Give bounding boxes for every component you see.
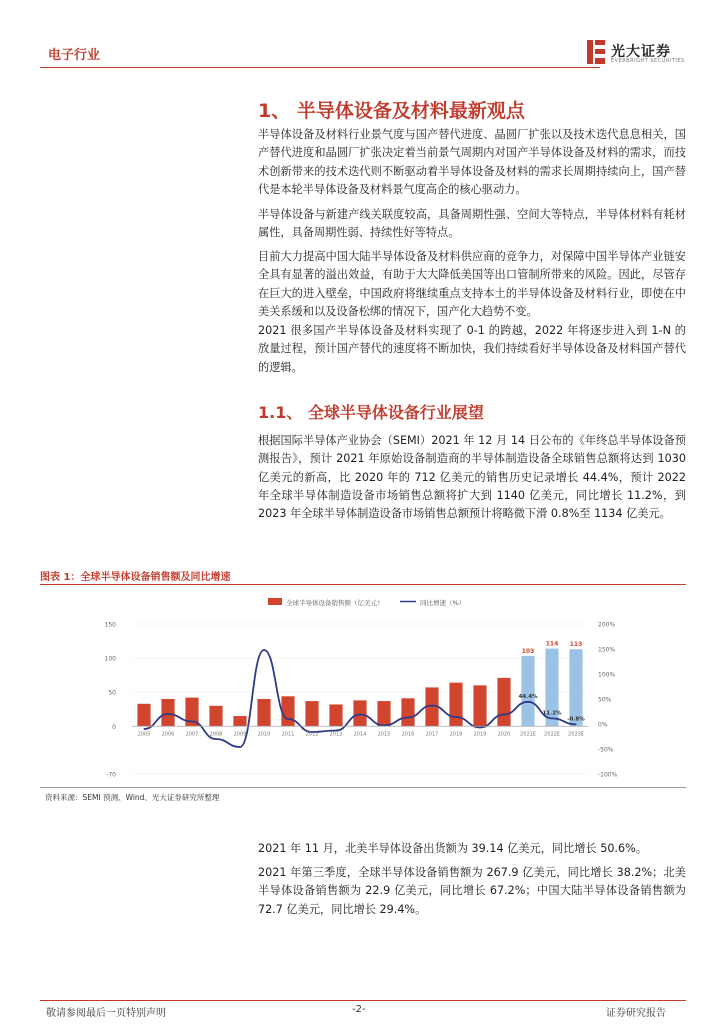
x-tick: 2013 bbox=[329, 731, 343, 738]
paragraph-after-1: 2021 年 11 月，北美半导体设备出货额为 39.14 亿美元，同比增长 50.6%。 bbox=[258, 842, 647, 855]
x-tick: 2014 bbox=[353, 731, 367, 738]
legend-line-label: 同比增速（%） bbox=[420, 599, 466, 607]
paragraph-4: 2021 很多国产半导体设备及材料实现了 0-1 的跨越，2022 年将逐步进入到 1-N 的放量过程，预计国产替代的速度将不断加快，我们持续看好半导体设备及材料国产替代的逻辑。 bbox=[258, 324, 686, 374]
legend-bar-label: 全球半导体设备销售额（亿美元） bbox=[286, 599, 384, 607]
x-tick: 2009 bbox=[233, 731, 247, 738]
sales-chart bbox=[40, 588, 686, 786]
line-point bbox=[455, 716, 456, 717]
y-right-tick: -50% bbox=[598, 746, 614, 754]
y-right-tick: 150% bbox=[598, 646, 616, 654]
figure-bottom-rule bbox=[40, 787, 686, 788]
x-tick: 2018 bbox=[449, 731, 463, 738]
y-right-tick: -100% bbox=[598, 771, 618, 779]
bar-2011 bbox=[281, 696, 294, 726]
y-right-tick: 200% bbox=[598, 621, 616, 629]
header-divider bbox=[40, 67, 600, 68]
y-right-tick: 100% bbox=[598, 671, 616, 679]
figure-source: 资料来源：SEMI 预测、Wind、光大证券研究所整理 bbox=[45, 793, 220, 802]
line-label: 44.4% bbox=[518, 693, 538, 700]
y-left-tick: 100 bbox=[104, 655, 116, 663]
x-tick: 2012 bbox=[305, 731, 319, 738]
line-point bbox=[287, 718, 288, 719]
company-logo bbox=[585, 36, 724, 70]
y-right-tick: 50% bbox=[598, 696, 612, 704]
bar-2015 bbox=[377, 701, 390, 726]
line-point bbox=[527, 701, 528, 702]
bar-2014 bbox=[353, 700, 366, 726]
bar-label: 103 bbox=[521, 648, 535, 656]
figure-top-rule bbox=[40, 584, 686, 585]
figure-caption: 图表 1：全球半导体设备销售额及同比增速 bbox=[40, 572, 231, 583]
x-tick: 2020 bbox=[497, 731, 511, 738]
bar-2020 bbox=[497, 678, 510, 726]
y-left-tick: -70 bbox=[106, 771, 116, 779]
line-point bbox=[431, 705, 432, 706]
chart-legend bbox=[268, 598, 465, 607]
subsection-paragraph: 根据国际半导体产业协会（SEMI）2021 年 12 月 14 日公布的《年终总半导体设备预测报告》，预计 2021 年原始设备制造商的半导体制造设备全球销售总额将达到 1030 亿美元的新高，比 2020 年的 712 亿美元的销售历史记录增长 44.4%，预计 2022 年全球半导体制造设备市场销售总额将扩大到 1140 亿美元，同比增长 11.2%，到 2023 年全球半导体制造设备市场销售总额预计将略微下滑 0.8%至 1134 亿美元。 bbox=[258, 434, 686, 521]
y-left-tick: 0 bbox=[112, 723, 116, 731]
bar-label: 113 bbox=[569, 641, 583, 649]
bar-2016 bbox=[401, 698, 414, 726]
line-point bbox=[215, 738, 216, 739]
section-title: 1、 半导体设备及材料最新观点 bbox=[258, 100, 525, 122]
footer-divider bbox=[40, 1000, 686, 1001]
line-point bbox=[575, 724, 576, 725]
line-point bbox=[143, 728, 144, 729]
x-tick: 2015 bbox=[377, 731, 391, 738]
line-point bbox=[383, 725, 384, 726]
x-tick: 2007 bbox=[185, 731, 199, 738]
paragraph-2: 半导体设备与新建产线关联度较高，具备周期性强、空间大等特点，半导体材料有耗材属性，具备周期性弱、持续性好等特点。 bbox=[258, 208, 686, 240]
paragraph-after-2: 2021 年第三季度，全球半导体设备销售额为 267.9 亿美元，同比增长 38.2%；北美半导体设备销售额为 22.9 亿美元，同比增长 67.2%；中国大陆半导体设备销售额为 72.7 亿美元，同比增长 29.4%。 bbox=[258, 866, 686, 916]
x-tick: 2010 bbox=[257, 731, 271, 738]
bar-2009 bbox=[233, 716, 246, 726]
line-point bbox=[551, 718, 552, 719]
line-point bbox=[263, 649, 264, 650]
page-number: -2- bbox=[352, 1004, 366, 1015]
bar-label: 114 bbox=[545, 640, 559, 648]
logo-mark-icon bbox=[585, 38, 607, 66]
page-header bbox=[40, 36, 686, 76]
footer-report-type: 证券研究报告 bbox=[606, 1008, 666, 1019]
bar-2021E bbox=[521, 656, 534, 726]
bar-2023E bbox=[569, 649, 582, 726]
line-label: 11.2% bbox=[542, 710, 562, 717]
bar-2018 bbox=[449, 683, 462, 727]
line-point bbox=[407, 717, 408, 718]
line-label: -0.8% bbox=[567, 716, 585, 723]
x-tick: 2017 bbox=[425, 731, 439, 738]
bar-2005 bbox=[137, 704, 150, 727]
line-point bbox=[239, 746, 240, 747]
bar-2006 bbox=[161, 699, 174, 726]
x-tick: 2022E bbox=[544, 731, 560, 738]
x-tick: 2021E bbox=[520, 731, 536, 738]
industry-label: 电子行业 bbox=[48, 48, 101, 63]
bar-2019 bbox=[473, 685, 486, 726]
footer-disclaimer: 敬请参阅最后一页特别声明 bbox=[46, 1008, 166, 1019]
bar-2008 bbox=[209, 706, 222, 726]
legend-bar-swatch bbox=[268, 598, 282, 605]
x-tick: 2023E bbox=[568, 731, 584, 738]
subsection-title: 1.1、 全球半导体设备行业展望 bbox=[258, 403, 484, 422]
x-tick: 2008 bbox=[209, 731, 223, 738]
bar-2012 bbox=[305, 701, 318, 726]
x-tick: 2006 bbox=[161, 731, 175, 738]
line-point bbox=[503, 714, 504, 715]
y-right-tick: 0% bbox=[598, 721, 608, 729]
bar-2013 bbox=[329, 704, 342, 726]
x-tick: 2016 bbox=[401, 731, 415, 738]
bar-2010 bbox=[257, 699, 270, 726]
line-point bbox=[479, 727, 480, 728]
logo-sub: EVERBRIGHT SECURITIES bbox=[611, 58, 685, 64]
x-tick: 2019 bbox=[473, 731, 487, 738]
paragraph-3: 目前大力提高中国大陆半导体设备及材料供应商的竞争力，对保障中国半导体产业链安全具有显著的溢出效益，有助于大大降低美国等出口管制所带来的风险。因此，尽管存在巨大的进入壁垒，中国政府将继续重点支持本土的半导体设备及材料行业，即使在中美关系缓和以及设备松绑的情况下，国产化大趋势不变。 bbox=[258, 250, 686, 318]
x-tick: 2005 bbox=[137, 731, 151, 738]
x-tick: 2011 bbox=[281, 731, 295, 738]
logo-name: 光大证券 bbox=[611, 44, 671, 60]
chart-axes bbox=[105, 622, 618, 779]
paragraph-1: 半导体设备及材料行业景气度与国产替代进度、晶圆厂扩张以及技术迭代息息相关，国产替代进度和晶圆厂扩张决定着当前景气周期内对国产半导体设备及材料的需求，而技术创新带来的技术迭代则不断驱动着半导体设备及材料的需求长周期持续向上，国产替代是本轮半导体设备及材料景气度高企的核心驱动力。 bbox=[258, 128, 686, 196]
y-left-tick: 50 bbox=[108, 689, 116, 697]
y-left-tick: 150 bbox=[104, 621, 116, 629]
line-point bbox=[359, 714, 360, 715]
line-point bbox=[191, 721, 192, 722]
line-point bbox=[167, 713, 168, 714]
